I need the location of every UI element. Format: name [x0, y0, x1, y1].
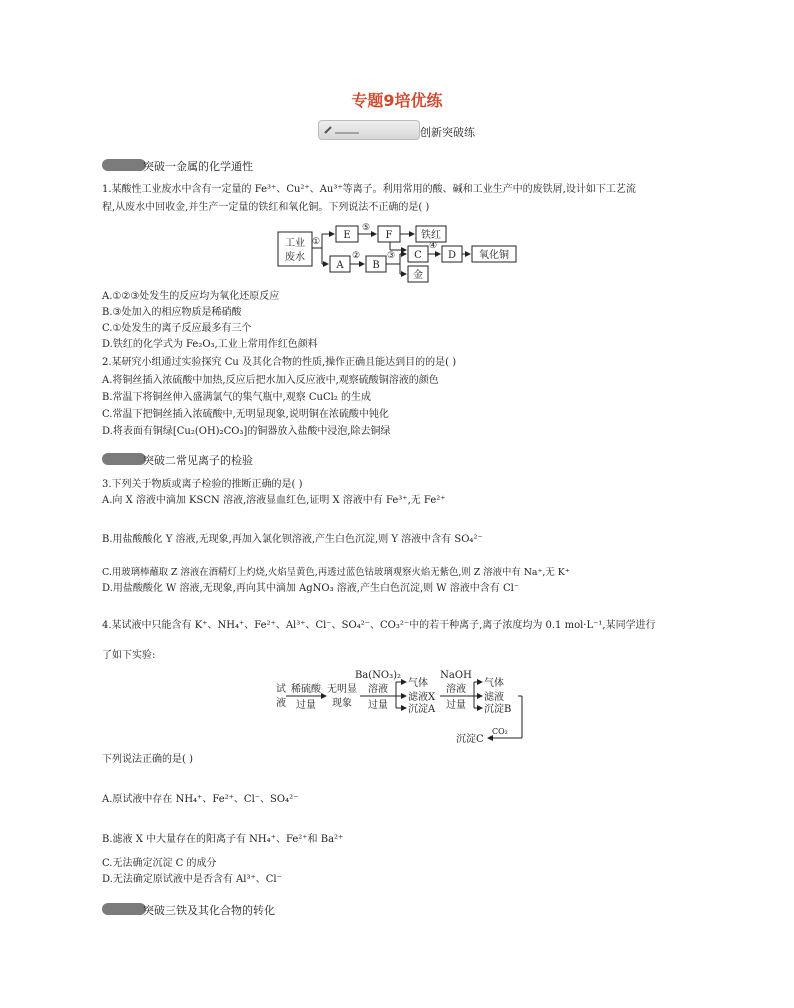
- flow-product-gas-2: 气体: [484, 678, 504, 689]
- question-3-stem: 3.下列关于物质或离子检验的推断正确的是( ): [102, 479, 303, 490]
- question-2-stem: 2.某研究小组通过实验探究 Cu 及其化合物的性质,操作正确且能达到目的的是( ): [102, 357, 457, 368]
- flow-reagent-solution-1: 溶液: [368, 684, 388, 695]
- flow-node-start-1: 工业: [285, 238, 305, 249]
- flow-product-precipitate-c: 沉淀C: [456, 734, 484, 745]
- flow-reagent-excess-1: 过量: [296, 700, 316, 711]
- flow-reagent-acid: 稀硫酸: [291, 684, 321, 695]
- question-2-option-c: C.常温下把铜丝插入浓硫酸中,无明显现象,说明铜在浓硫酸中钝化: [102, 409, 389, 420]
- question-3-option-c: C.用玻璃棒蘸取 Z 溶液在酒精灯上灼烧,火焰呈黄色,再透过蓝色钴玻璃观察火焰无紫色,则 Z 溶液中有 Na⁺,无 K⁺: [102, 567, 570, 578]
- question-1-flowchart: [270, 220, 560, 292]
- question-1-option-d: D.铁红的化学式为 Fe₂O₃,工业上常用作红色颜料: [102, 339, 318, 350]
- question-1-option-a: A.①②③处发生的反应均为氧化还原反应: [102, 291, 280, 302]
- section-marker: [102, 453, 146, 465]
- question-2-option-a: A.将铜丝插入浓硫酸中加热,反应后把水加入反应液中,观察硫酸铜溶液的颜色: [102, 375, 439, 386]
- flow-node-gold: 金: [413, 270, 423, 281]
- question-1-stem: 1.某酸性工业废水中含有一定量的 Fe³⁺、Cu²⁺、Au³⁺等离子。利用常用的酸、碱和工业生产中的废铁屑,设计如下工艺流: [102, 184, 636, 195]
- question-2-option-d: D.将表面有铜绿[Cu₂(OH)₂CO₃]的铜器放入盐酸中浸泡,除去铜绿: [102, 426, 391, 437]
- flow-step-5: ⑤: [362, 223, 371, 233]
- flow-product-precipitate-a: 沉淀A: [408, 704, 436, 715]
- section-marker: [102, 159, 146, 171]
- question-3-option-a: A.向 X 溶液中滴加 KSCN 溶液,溶液显血红色,证明 X 溶液中有 Fe³⁺,无 Fe²⁺: [102, 495, 446, 506]
- flow-step-4: ④: [429, 241, 438, 251]
- flow-step-1: ①: [312, 237, 321, 247]
- flow-sample-1: 试: [276, 684, 286, 695]
- flow-node-iron-red: 铁红: [421, 230, 441, 241]
- flow-step-2: ②: [352, 251, 361, 261]
- flow-observation-1: 无明显: [327, 684, 357, 695]
- question-4-option-b: B.滤液 X 中大量存在的阳离子有 NH₄⁺、Fe²⁺和 Ba²⁺: [102, 834, 344, 845]
- flow-product-gas-1: 气体: [408, 678, 428, 689]
- flow-step-3: ③: [387, 251, 396, 261]
- flow-product-filtrate-x: 滤液X: [408, 692, 436, 703]
- question-4-stem-cont: 了如下实验:: [102, 650, 156, 661]
- flow-reagent-solution-2: 溶液: [446, 684, 466, 695]
- flow-reagent-banitrate: Ba(NO₃)₂: [354, 670, 402, 681]
- question-4-option-d: D.无法确定原试液中是否含有 Al³⁺、Cl⁻: [102, 874, 282, 885]
- question-4-option-c: C.无法确定沉淀 C 的成分: [102, 858, 217, 869]
- flow-reagent-excess-2: 过量: [368, 700, 388, 711]
- question-4-stem: 4.某试液中只能含有 K⁺、NH₄⁺、Fe²⁺、Al³⁺、Cl⁻、SO₄²⁻、CO₃²⁻中的若干种离子,离子浓度均为 0.1 mol·L⁻¹,某同学进行: [102, 620, 656, 631]
- section-heading: 突破一金属的化学通性: [143, 160, 253, 173]
- section-heading: 突破三铁及其化合物的转化: [143, 904, 275, 917]
- question-4-flowchart: [270, 668, 530, 748]
- flow-reagent-co2: CO₂: [492, 727, 508, 736]
- banner-decoration: [318, 120, 420, 140]
- question-1-stem-cont: 程,从废水中回收金,并生产一定量的铁红和氧化铜。下列说法不正确的是( ): [102, 202, 430, 213]
- flow-node-c: C: [414, 250, 422, 261]
- question-3-option-b: B.用盐酸酸化 Y 溶液,无现象,再加入氯化钡溶液,产生白色沉淀,则 Y 溶液中含有 SO₄²⁻: [102, 534, 483, 545]
- pencil-icon: [319, 121, 419, 139]
- flow-reagent-naoh: NaOH: [440, 670, 472, 681]
- flow-product-precipitate-b: 沉淀B: [484, 704, 512, 715]
- question-2-option-b: B.常温下将铜丝伸入盛满氯气的集气瓶中,观察 CuCl₂ 的生成: [102, 392, 372, 403]
- section-marker: [102, 903, 146, 915]
- flow-node-d: D: [447, 250, 457, 261]
- banner-label: 创新突破练: [420, 126, 475, 139]
- flow-node-cuo: 氧化铜: [479, 250, 509, 261]
- flow-product-filtrate: 滤液: [484, 692, 504, 703]
- question-4-option-a: A.原试液中存在 NH₄⁺、Fe²⁺、Cl⁻、SO₄²⁻: [102, 794, 299, 805]
- flow-reagent-excess-3: 过量: [446, 700, 466, 711]
- flow-node-start-2: 废水: [285, 252, 305, 263]
- flow-node-b: B: [372, 260, 380, 271]
- flow-sample-2: 液: [276, 698, 286, 709]
- question-1-option-b: B.③处加入的相应物质是稀硝酸: [102, 307, 242, 318]
- question-3-option-d: D.用盐酸酸化 W 溶液,无现象,再向其中滴加 AgNO₃ 溶液,产生白色沉淀,则 W 溶液中含有 Cl⁻: [102, 583, 520, 594]
- flow-node-a: A: [336, 260, 344, 271]
- flow-observation-2: 现象: [332, 698, 352, 709]
- question-4-question: 下列说法正确的是( ): [102, 754, 193, 765]
- flow-node-f: F: [385, 230, 393, 241]
- question-1-option-c: C.①处发生的离子反应最多有三个: [102, 323, 252, 334]
- page-title: 专题9培优练: [351, 91, 443, 110]
- section-heading: 突破二常见离子的检验: [143, 454, 253, 467]
- flow-node-e: E: [343, 230, 351, 241]
